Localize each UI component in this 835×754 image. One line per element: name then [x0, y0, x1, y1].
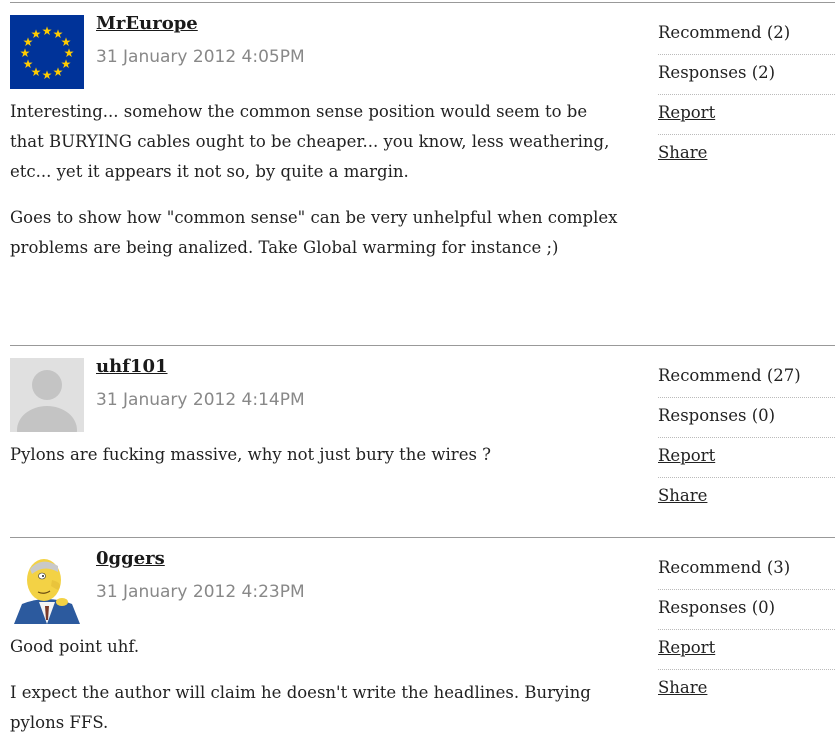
- username-link[interactable]: 0ggers: [96, 548, 165, 569]
- recommend-button[interactable]: Recommend (3): [658, 550, 835, 590]
- comment-actions: [658, 358, 835, 518]
- svg-text:★: ★: [41, 68, 53, 82]
- report-link[interactable]: Report: [658, 638, 716, 657]
- comment: [10, 345, 835, 536]
- report-link[interactable]: Report: [658, 103, 716, 122]
- eu-flag-icon: [10, 15, 84, 89]
- svg-text:★: ★: [30, 65, 42, 79]
- share-link[interactable]: Share: [658, 486, 708, 505]
- comment-paragraph: Goes to show how "common sense" can be very unhelpful when complex problems are being analized. Take Global warming for instance ;): [10, 208, 618, 257]
- svg-text:★: ★: [63, 46, 75, 60]
- responses-link[interactable]: Responses (0): [658, 590, 835, 630]
- comment: [10, 537, 835, 743]
- svg-text:★: ★: [52, 65, 64, 79]
- svg-text:★: ★: [41, 24, 53, 38]
- comment-body: [10, 632, 620, 754]
- cartoon-character-icon: [10, 550, 84, 624]
- timestamp: 31 January 2012 4:23PM: [96, 582, 305, 602]
- timestamp: 31 January 2012 4:14PM: [96, 390, 305, 410]
- svg-text:★: ★: [22, 35, 34, 49]
- comment-paragraph: Interesting... somehow the common sense position would seem to be that BURYING cables ought to be cheaper... you know, less weathering, etc... yet it appears it not so, by quite a margin.: [10, 102, 610, 181]
- timestamp: 31 January 2012 4:05PM: [96, 47, 305, 67]
- svg-text:★: ★: [30, 27, 42, 41]
- svg-text:★: ★: [52, 27, 64, 41]
- share-link[interactable]: Share: [658, 143, 708, 162]
- comment: [10, 2, 835, 333]
- comment-paragraph: I expect the author will claim he doesn't write the headlines. Burying pylons FFS.: [10, 683, 591, 732]
- share-link[interactable]: Share: [658, 678, 708, 697]
- svg-text:★: ★: [22, 57, 34, 71]
- username-link[interactable]: uhf101: [96, 356, 168, 377]
- comment-body: [10, 97, 620, 279]
- comment-actions: [658, 15, 835, 175]
- avatar[interactable]: [10, 15, 84, 89]
- comment-paragraph: Pylons are fucking massive, why not just bury the wires ?: [10, 445, 492, 464]
- svg-text:★: ★: [60, 57, 72, 71]
- report-link[interactable]: Report: [658, 446, 716, 465]
- recommend-button[interactable]: Recommend (27): [658, 358, 835, 398]
- username-link[interactable]: MrEurope: [96, 13, 198, 34]
- responses-link[interactable]: Responses (2): [658, 55, 835, 95]
- avatar[interactable]: [10, 358, 84, 432]
- recommend-button[interactable]: Recommend (2): [658, 15, 835, 55]
- comment-paragraph: Good point uhf.: [10, 637, 140, 656]
- comment-body: [10, 440, 620, 486]
- responses-link[interactable]: Responses (0): [658, 398, 835, 438]
- svg-text:★: ★: [19, 46, 31, 60]
- svg-text:★: ★: [60, 35, 72, 49]
- default-user-icon: [10, 358, 84, 432]
- comment-actions: [658, 550, 835, 710]
- avatar[interactable]: [10, 550, 84, 624]
